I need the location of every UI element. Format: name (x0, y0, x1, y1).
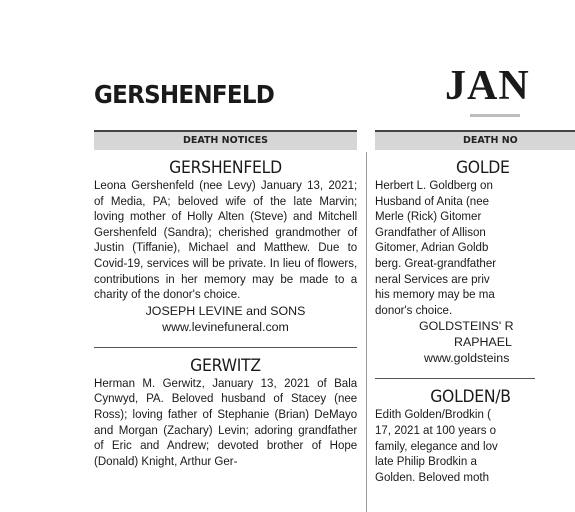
obituary-line: 17, 2021 at 100 years o (375, 422, 497, 437)
left-column (94, 130, 357, 469)
title-underline (470, 114, 520, 117)
entry-divider (94, 347, 357, 348)
page-headline: GERSHENFELD (94, 80, 275, 109)
obituary-line: family, elegance and lov (375, 438, 498, 453)
obituary-name: GOLDEN/B (430, 387, 511, 408)
obituary-body (375, 178, 575, 318)
obituary-line: neral Services are priv (375, 271, 490, 286)
entry-divider (375, 378, 535, 379)
obituary-line: Herbert L. Goldberg on (375, 178, 493, 192)
obituary-line: his memory may be ma (375, 287, 495, 302)
obituary-entry-gerwitz (94, 356, 357, 470)
obituary-body: Leona Gershenfeld (nee Levy) January 13, 2021; of Media, PA; beloved wife of the late Marvin; loving mother of Holly Alten (Steve) and Mitchell Gershenfeld (Sandra); cherished grandmother of Justin (Tiffanie), Michael and Matthew. Due to Covid-19, services will be private. In lieu of flowers, contributions in her memory may be made to a charity of the donor's choice. (94, 178, 358, 302)
obituary-line: donor's choice. (375, 302, 453, 317)
funeral-home-website: www.goldsteins (424, 351, 510, 366)
obituary-entry-golden-brodkin (375, 387, 575, 485)
funeral-home-website: www.levinefuneral.com (162, 319, 289, 334)
obituary-body (375, 407, 575, 485)
newspaper-title-fragment: JAN (445, 63, 530, 109)
right-column (375, 130, 575, 485)
obituary-name: GERWITZ (190, 355, 261, 376)
obituary-line: Golden. Beloved moth (375, 469, 490, 484)
section-header-death-notices: DEATH NOTICES (94, 130, 357, 150)
funeral-home-name: JOSEPH LEVINE and SONS (145, 303, 306, 318)
funeral-home-name: GOLDSTEINS' R (419, 319, 514, 334)
section-header-death-notices: DEATH NO (375, 130, 575, 150)
obituary-line: Husband of Anita (nee (375, 193, 490, 208)
obituary-entry-golde (375, 158, 575, 366)
obituary-line: late Philip Brodkin a (375, 454, 477, 469)
obituary-body: Herman M. Gerwitz, January 13, 2021 of Bala Cynwyd, PA. Beloved husband of Stacey (nee Ross); loving father of Stephanie (Brian) DeMayo and Morgan (Zachary) Levin; adoring grandfather of Eric and Andrew; devoted brother of Hope (Donald) Knight, Arthur Ger- (94, 375, 358, 468)
obituary-line: Grandfather of Allison (375, 224, 486, 239)
obituary-line: berg. Great-grandfather (375, 255, 497, 270)
obituary-name: GERSHENFELD (169, 158, 282, 178)
obituary-line: Gitomer, Adrian Goldb (375, 240, 489, 255)
column-rule (366, 152, 367, 512)
obituary-name: GOLDE (455, 158, 510, 178)
obituary-line: Merle (Rick) Gitomer (375, 209, 482, 224)
obituary-line: Edith Golden/Brodkin ( (375, 407, 491, 422)
funeral-home-name-2: RAPHAEL (454, 335, 512, 350)
obituary-entry-gershenfeld (94, 158, 357, 335)
